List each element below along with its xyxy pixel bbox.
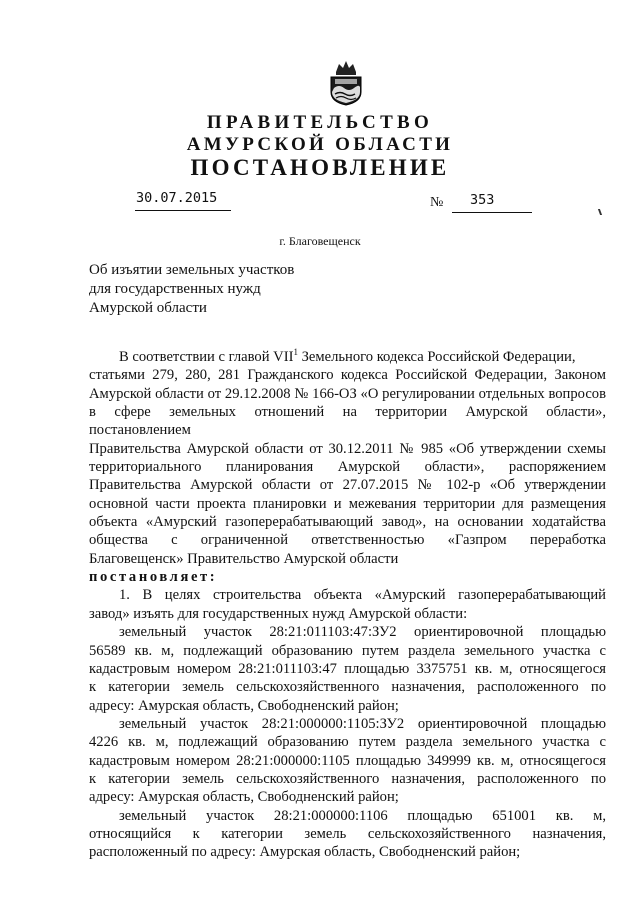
resolve-heading: постановляет: [89, 569, 218, 586]
document-subject [89, 261, 294, 318]
preamble-line: территориального планирования Амурской области», распоряжением [89, 459, 606, 476]
parcel-line: земельный участок 28:21:000000:1105:ЗУ2 ориентировочной площадью [119, 715, 606, 732]
preamble-line: основной части проекта планировки и межевания территории для размещения [89, 495, 606, 512]
parcel-line: земельный участок 28:21:000000:1106 площадью 651001 кв. м, [119, 807, 606, 824]
parcel-line: кадастровым номером 28:21:000000:1105 площадью 349999 кв. м, относящегося [89, 752, 606, 769]
date-underline [135, 210, 231, 211]
document-number: 353 [470, 192, 495, 208]
chapter-superscript: 1 [293, 347, 298, 357]
city-line: г. Благовещенск [279, 234, 361, 248]
preamble-text: В соответствии с главой VII [119, 349, 294, 365]
document-date: 30.07.2015 [136, 190, 218, 206]
coat-of-arms-icon [327, 58, 365, 106]
stray-mark [593, 209, 602, 215]
parcel-line: 4226 кв. м, подлежащий образованию путем раздела земельного участка с [89, 734, 606, 751]
preamble-line: Благовещенск» Правительство Амурской области [89, 550, 399, 567]
parcel-line: расположенный по адресу: Амурская область, Свободненский район; [89, 844, 521, 861]
clause-line: завод» изъять для государственных нужд Амурской области: [89, 605, 468, 622]
parcel-line: адресу: Амурская область, Свободненский район; [89, 697, 399, 714]
preamble-line: в сфере земельных отношений на территории Амурской области», постановлением [89, 404, 606, 439]
preamble-line: Правительства Амурской области от 30.12.2011 № 985 «Об утверждении схемы [89, 440, 606, 457]
document-body [89, 348, 606, 862]
parcel-line: 56589 кв. м, подлежащий образованию путем раздела земельного участка с [89, 642, 606, 659]
parcel-line: к категории земель сельскохозяйственного назначения, расположенного по [89, 679, 606, 696]
preamble-line: Амурской области от 29.12.2008 № 166-ОЗ «О регулировании отдельных вопросов [89, 385, 606, 402]
government-title: ПРАВИТЕЛЬСТВО [206, 112, 434, 133]
subject-line: Амурской области [89, 300, 207, 316]
preamble-first-line [89, 348, 606, 366]
parcel-line: к категории земель сельскохозяйственного назначения, расположенного по [89, 770, 606, 787]
preamble-line: объекта «Амурский газоперерабатывающий завод», на основании ходатайства [89, 514, 606, 531]
parcel-line: относящийся к категории земель сельскохозяйственного назначения, [89, 825, 606, 842]
preamble-line: статьями 279, 280, 281 Гражданского кодекса Российской Федерации, Законом [89, 367, 606, 384]
parcel-line: адресу: Амурская область, Свободненский район; [89, 789, 399, 806]
parcel-line: земельный участок 28:21:011103:47:ЗУ2 ориентировочной площадью [119, 624, 606, 641]
document-type: ПОСТАНОВЛЕНИЕ [190, 155, 450, 180]
subject-line: для государственных нужд [89, 281, 261, 297]
clause-line: 1. В целях строительства объекта «Амурский газоперерабатывающий [119, 587, 606, 604]
preamble-line: Правительства Амурской области от 27.07.2015 № 102-р «Об утверждении [89, 477, 606, 494]
preamble-line: общества с ограниченной ответственностью «Газпром переработка [89, 532, 606, 549]
number-underline [452, 212, 532, 213]
preamble-text: Земельного кодекса Российской Федерации, [297, 349, 576, 365]
parcel-line: кадастровым номером 28:21:011103:47 площадью 3375751 кв. м, относящегося [89, 660, 606, 677]
subject-line: Об изъятии земельных участков [89, 262, 295, 278]
number-sign: № [430, 195, 444, 210]
region-title: АМУРСКОЙ ОБЛАСТИ [186, 134, 454, 155]
